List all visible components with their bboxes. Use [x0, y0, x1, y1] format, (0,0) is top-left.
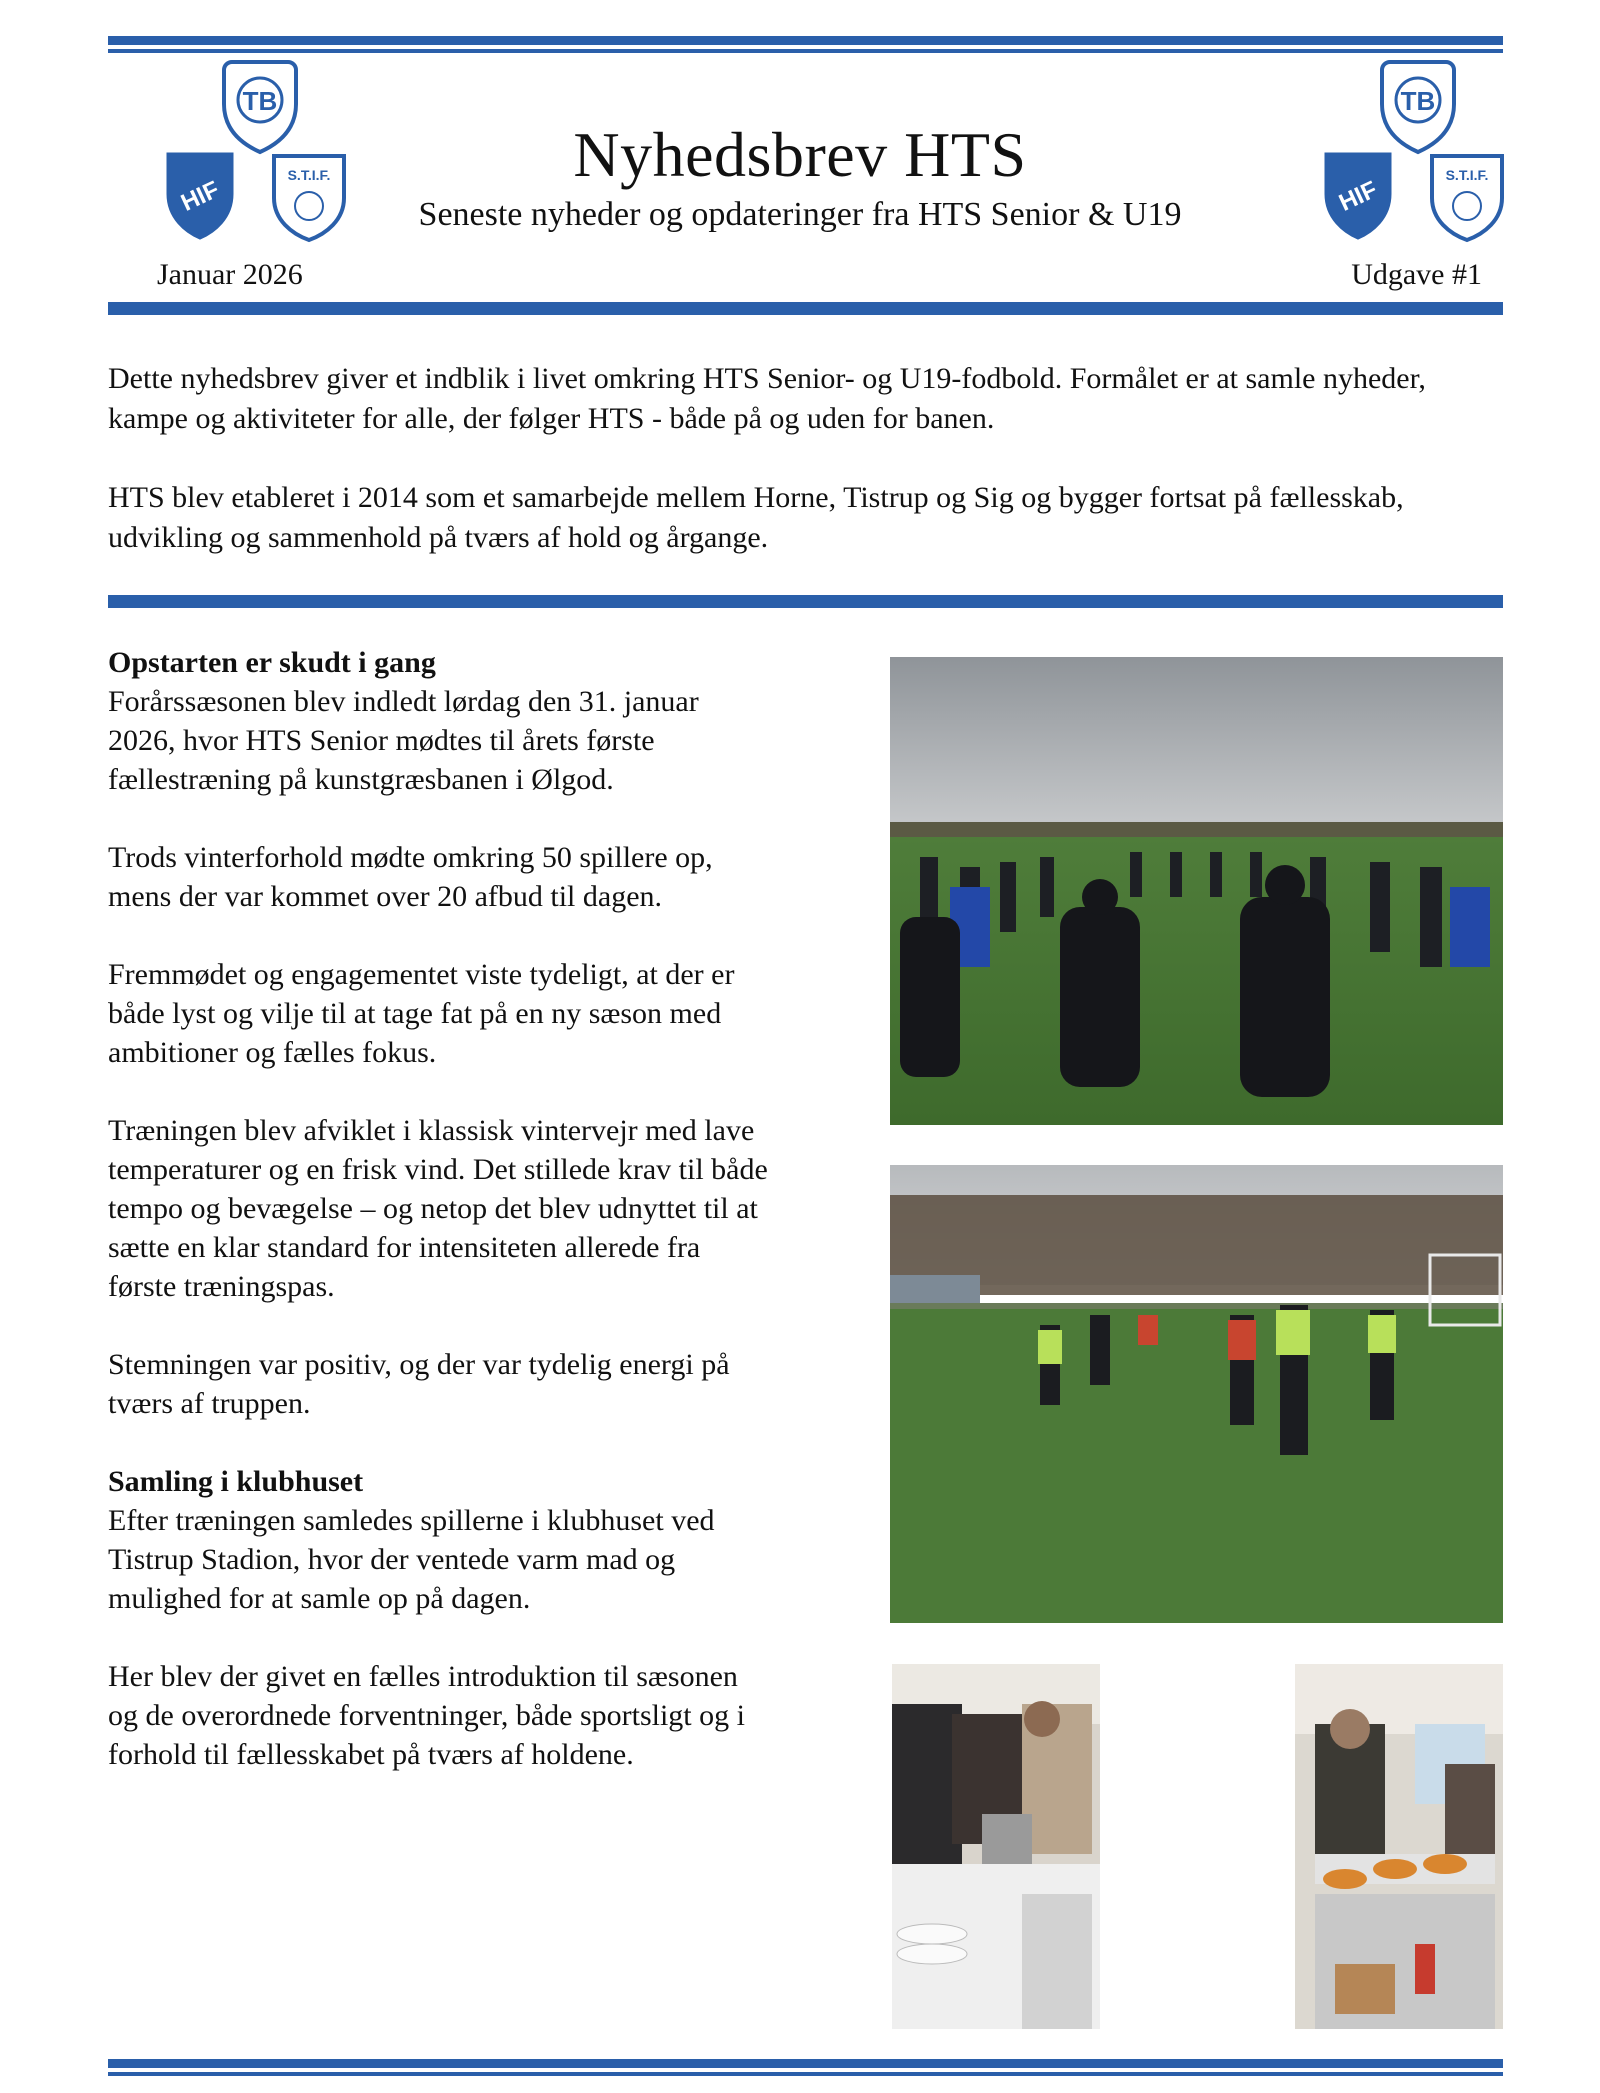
section-heading-klubhus: Samling i klubhuset	[108, 1465, 364, 1498]
header-rule	[108, 302, 1503, 315]
issue-date: Januar 2026	[157, 258, 303, 291]
svg-text:HIF: HIF	[176, 176, 224, 217]
section-heading-opstart: Opstarten er skudt i gang	[108, 646, 436, 679]
newsletter-title: Nyhedsbrev HTS	[573, 119, 1027, 190]
article-paragraph: Fremmødet og engagementet viste tydeligt, at der er både lyst og vilje til at tage fat på en ny sæson med ambitioner og fælles fokus.	[108, 958, 735, 1069]
svg-text:TB: TB	[242, 86, 278, 116]
issue-number: Udgave #1	[1351, 258, 1482, 291]
photo-team-huddle	[890, 657, 1503, 1125]
photo-clubhouse-meal-1	[892, 1664, 1100, 2029]
article-paragraph: Efter træningen samledes spillerne i klubhuset ved Tistrup Stadion, hvor der ventede varm mad og mulighed for at samle op på dagen.	[108, 1504, 715, 1615]
intro-paragraph-1: Dette nyhedsbrev giver et indblik i livet omkring HTS Senior- og U19-fodbold. Formålet er at samle nyheder, kampe og aktiviteter for alle, der følger HTS - både på og uden for banen.	[108, 362, 1426, 435]
newsletter-subtitle: Seneste nyheder og opdateringer fra HTS Senior & U19	[418, 196, 1182, 233]
photo-training-drill	[890, 1165, 1503, 1623]
svg-text:S.T.I.F.: S.T.I.F.	[1445, 167, 1489, 183]
article-column	[108, 643, 768, 1774]
svg-text:TB: TB	[1400, 86, 1436, 116]
intro-rule	[108, 595, 1503, 608]
svg-text:S.T.I.F.: S.T.I.F.	[287, 167, 331, 183]
article-paragraph: Trods vinterforhold mødte omkring 50 spillere op, mens der var kommet over 20 afbud til dagen.	[108, 841, 713, 913]
article-paragraph: Forårssæsonen blev indledt lørdag den 31. januar 2026, hvor HTS Senior mødtes til årets første fællestræning på kunstgræsbanen i Ølgod.	[108, 685, 699, 796]
intro-paragraph-2: HTS blev etableret i 2014 som et samarbejde mellem Horne, Tistrup og Sig og bygger fortsat på fællesskab, udvikling og sammenhold på tværs af hold og årgange.	[108, 481, 1404, 554]
article-paragraph: Stemningen var positiv, og der var tydelig energi på tværs af truppen.	[108, 1348, 730, 1420]
article-paragraph: Her blev der givet en fælles introduktion til sæsonen og de overordnede forventninger, både sportsligt og i forhold til fællesskabet på tværs af holdene.	[108, 1660, 745, 1771]
svg-text:HIF: HIF	[1334, 176, 1382, 217]
article-paragraph: Træningen blev afviklet i klassisk vintervejr med lave temperaturer og en frisk vind. Det stillede krav til både tempo og bevægelse – og netop det blev udnyttet til at sætte en klar standard for intensiteten allerede fra første træningspas.	[108, 1114, 768, 1303]
top-rule	[108, 36, 1503, 53]
photo-clubhouse-meal-2	[1295, 1664, 1503, 2029]
bottom-rule	[108, 2059, 1503, 2076]
